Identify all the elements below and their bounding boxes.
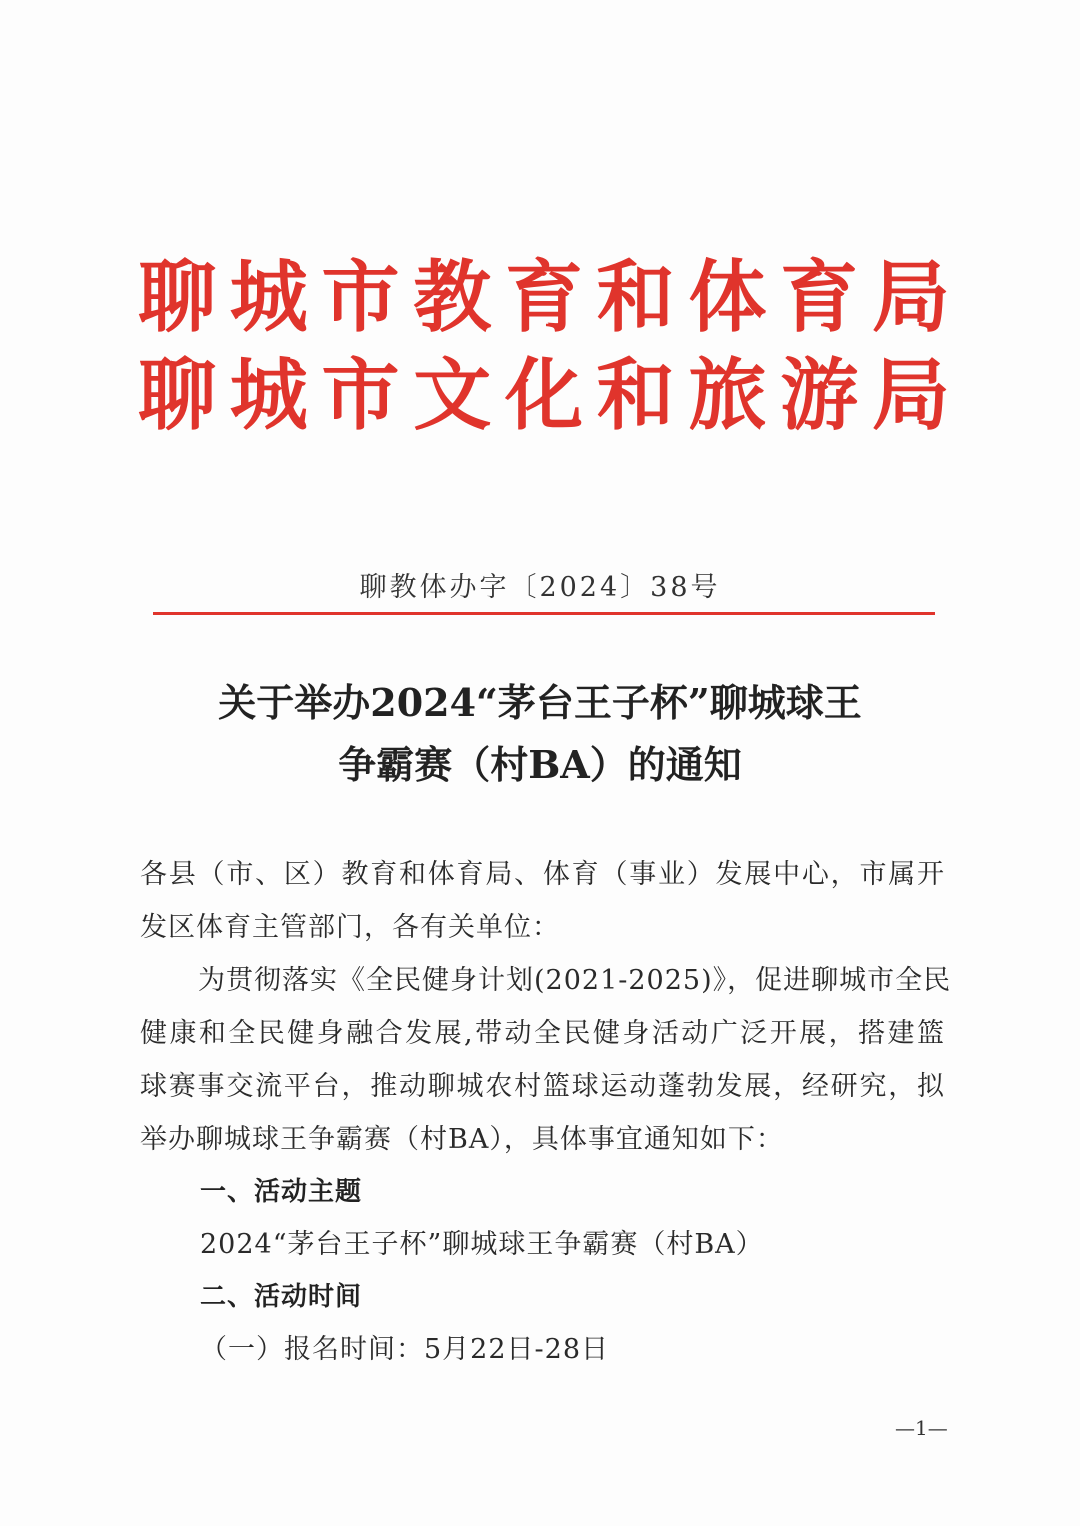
document-number: 聊教体办字〔2024〕38号 [359, 572, 721, 603]
issuer-char: 教 [413, 253, 492, 343]
section-1-heading: 一、活动主题 [200, 1177, 363, 1207]
issuer-char: 体 [688, 253, 767, 343]
issuer-char: 局 [871, 253, 950, 343]
intro-line-3: 球赛事交流平台，推动聊城农村篮球运动蓬勃发展，经研究，拟 [140, 1071, 945, 1102]
issuer-char: 游 [780, 351, 859, 441]
issuer-char: 聊 [138, 351, 217, 441]
section-1-text: 2024“茅台王子杯”聊城球王争霸赛（村BA） [200, 1229, 764, 1260]
document-title-line-1: 关于举办2024“茅台王子杯”聊城球王 [218, 680, 862, 725]
issuer-char: 和 [596, 351, 675, 441]
issuer-line-2 [138, 350, 950, 442]
issuer-char: 聊 [138, 253, 217, 343]
issuer-char: 和 [596, 253, 675, 343]
section-2-heading: 二、活动时间 [200, 1282, 363, 1312]
page-number: —1— [895, 1416, 948, 1440]
addressee-line-2: 发区体育主管部门，各有关单位： [140, 912, 560, 943]
issuer-char: 城 [229, 351, 308, 441]
issuer-char: 育 [780, 253, 859, 343]
issuer-char: 化 [504, 351, 583, 441]
issuer-char: 市 [321, 351, 400, 441]
issuer-char: 旅 [688, 351, 767, 441]
issuer-char: 局 [871, 351, 950, 441]
document-title-line-2: 争霸赛（村BA）的通知 [338, 742, 742, 787]
addressee-line-1: 各县（市、区）教育和体育局、体育（事业）发展中心，市属开 [140, 859, 945, 890]
issuer-line-1 [138, 252, 950, 344]
issuer-char: 市 [321, 253, 400, 343]
issuer-char: 城 [229, 253, 308, 343]
intro-line-1: 为贯彻落实《全民健身计划(2021-2025)》，促进聊城市全民 [198, 965, 952, 996]
intro-line-2: 健康和全民健身融合发展,带动全民健身活动广泛开展，搭建篮 [140, 1018, 945, 1049]
section-2-item-1: （一）报名时间：5月22日-28日 [200, 1334, 610, 1365]
intro-line-4: 举办聊城球王争霸赛（村BA），具体事宜通知如下： [140, 1124, 784, 1155]
issuer-char: 文 [413, 351, 492, 441]
red-divider-line [153, 612, 935, 615]
issuer-char: 育 [504, 253, 583, 343]
